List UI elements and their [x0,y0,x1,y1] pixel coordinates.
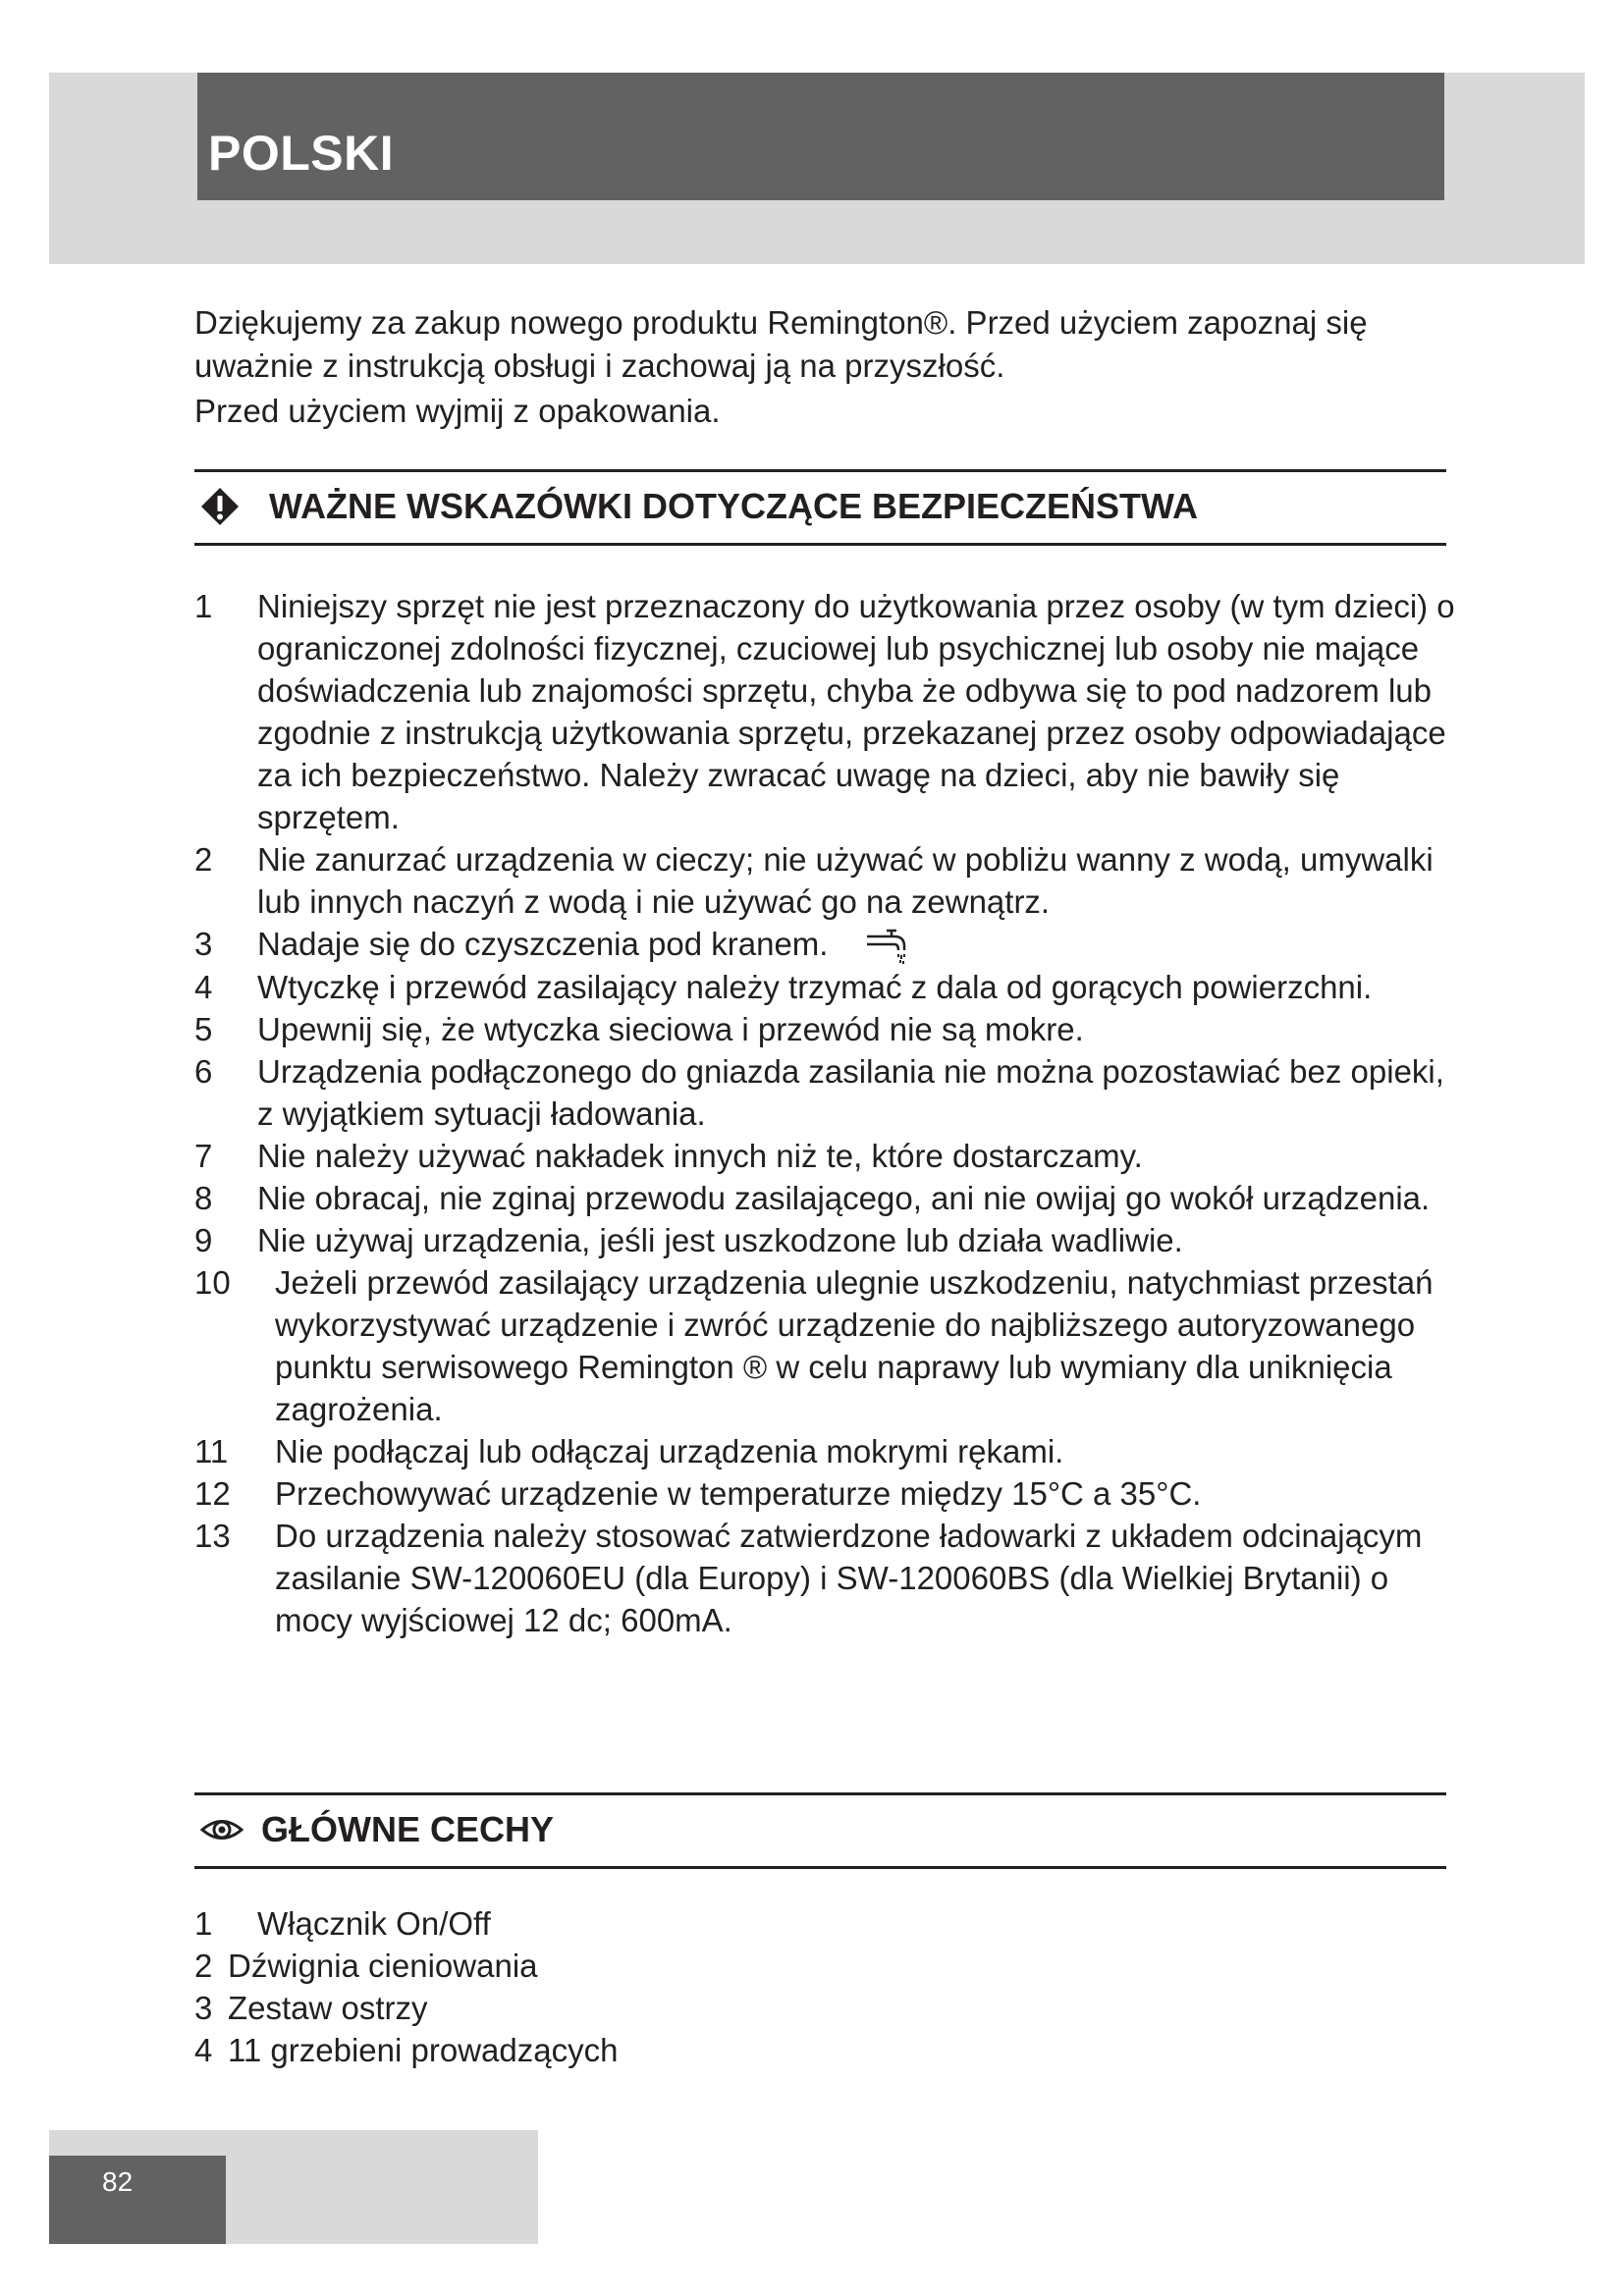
item-text: Urządzenia podłączonego do gniazda zasilania nie można pozostawiać bez opieki, z wyjątkiem sytuacji ładowania. [257,1053,1444,1133]
tap-rinse-icon [865,927,908,966]
list-item [194,1902,1461,1945]
item-number: 4 [194,2032,213,2068]
safety-section-title: WAŻNE WSKAZÓWKI DOTYCZĄCE BEZPIECZEŃSTWA [269,486,1198,526]
eye-icon [200,1810,244,1849]
item-number: 3 [194,1990,213,2026]
features-section-title: GŁÓWNE CECHY [261,1809,555,1849]
list-item [194,966,1461,1008]
item-number: 2 [194,1948,213,1984]
safety-list [194,585,1461,1641]
list-item [194,1945,1461,1987]
list-item [194,1515,1461,1641]
item-text: Nie podłączaj lub odłączaj urządzenia mokrymi rękami. [275,1433,1064,1470]
item-text: Nie należy używać nakładek innych niż te, które dostarczamy. [257,1138,1143,1175]
item-number: 11 [194,1433,229,1470]
list-item [194,1430,1461,1472]
list-item [194,2029,1461,2071]
item-text: Zestaw ostrzy [228,1990,428,2026]
item-text: Nie obracaj, nie zginaj przewodu zasilającego, ani nie owijaj go wokół urządzenia. [257,1180,1431,1217]
features-section-header [194,1792,1446,1869]
item-text: Niniejszy sprzęt nie jest przeznaczony do użytkowania przez osoby (w tym dzieci) o ograniczonej zdolności fizycznej, czuciowej lub psychicznej lub osoby nie mające doświadczenia lub znajomości sprzętu, chyba że odbywa się to pod nadzorem lub zgodnie z instrukcją użytkowania sprzętu, przekazanej przez osoby odpowiadające za ich bezpieczeństwo. Należy zwracać uwagę na dzieci, aby nie bawiły się sprzętem. [257,588,1455,835]
item-text: Do urządzenia należy stosować zatwierdzone ładowarki z układem odcinającym zasilanie SW-120060EU (dla Europy) i SW-120060BS (dla Wielkiej Brytanii) o mocy wyjściowej 12 dc; 600mA. [275,1518,1423,1639]
item-text: Wtyczkę i przewód zasilający należy trzymać z dala od gorących powierzchni. [257,969,1373,1006]
item-number: 8 [194,1180,213,1217]
item-text: 11 grzebieni prowadzących [228,2032,619,2068]
item-number: 1 [194,1905,213,1942]
item-number: 3 [194,926,213,962]
features-list [194,1902,1461,2071]
intro-paragraph-1: Dziękujemy za zakup nowego produktu Remington®. Przed użyciem zapoznaj się uważnie z instrukcją obsługi i zachowaj ją na przyszłość. [194,304,1368,384]
item-text: Włącznik On/Off [257,1905,491,1942]
list-item [194,585,1461,838]
list-item [194,1050,1461,1135]
item-number: 7 [194,1138,213,1175]
item-number: 9 [194,1222,213,1259]
list-item [194,1219,1461,1261]
footer-box [49,2156,226,2244]
list-item [194,1135,1461,1177]
list-item [194,1472,1461,1515]
item-text: Nadaje się do czyszczenia pod kranem. [257,926,829,962]
item-text: Nie używaj urządzenia, jeśli jest uszkodzone lub działa wadliwie. [257,1222,1183,1259]
list-item [194,838,1461,923]
item-text: Jeżeli przewód zasilający urządzenia ulegnie uszkodzeniu, natychmiast przestań wykorzystywać urządzenie i zwróć urządzenie do najbliższego autoryzowanego punktu serwisowego Remington ® w celu naprawy lub wymiany dla uniknięcia zagrożenia. [275,1264,1434,1428]
list-item [194,923,1461,966]
item-number: 2 [194,841,213,878]
list-item [194,1261,1461,1430]
item-text: Dźwignia cieniowania [228,1948,538,1984]
item-text: Przechowywać urządzenie w temperaturze między 15°C a 35°C. [275,1475,1202,1513]
list-item [194,1008,1461,1050]
item-number: 12 [194,1475,231,1513]
intro-paragraph-2: Przed użyciem wyjmij z opakowania. [194,393,721,429]
intro [194,301,1451,433]
page-number: 82 [102,2166,134,2197]
safety-section-header [194,469,1446,546]
warning-diamond-icon [200,487,240,526]
list-item [194,1987,1461,2029]
item-number: 10 [194,1264,231,1302]
item-text: Upewnij się, że wtyczka sieciowa i przewód nie są mokre. [257,1011,1084,1048]
item-number: 13 [194,1518,231,1555]
item-number: 6 [194,1053,213,1091]
item-number: 1 [194,588,213,624]
item-text: Nie zanurzać urządzenia w cieczy; nie używać w pobliżu wanny z wodą, umywalki lub innych naczyń z wodą i nie używać go na zewnątrz. [257,841,1434,920]
list-item [194,1177,1461,1219]
page-title: POLSKI [208,126,395,181]
item-number: 4 [194,969,213,1006]
item-number: 5 [194,1011,213,1048]
